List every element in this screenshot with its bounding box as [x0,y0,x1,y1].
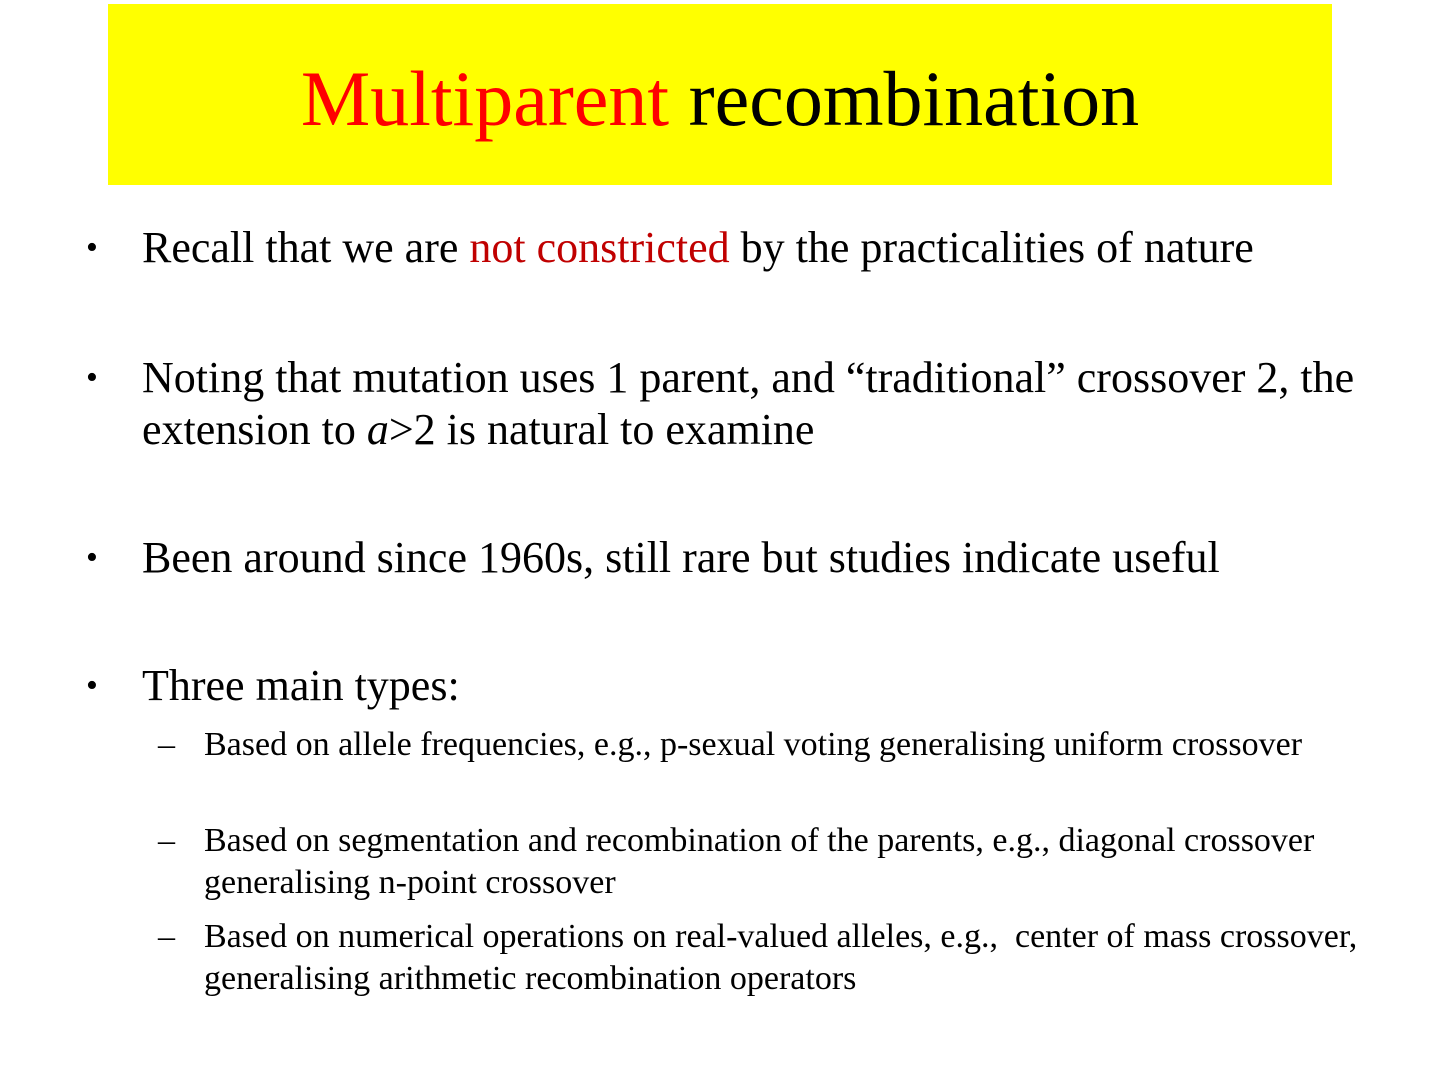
bullet-text-part: Recall that we are [142,223,470,272]
bullet-highlight: not constricted [469,223,730,272]
bullet-text: Three main types: [142,661,460,710]
sub-bullet-marker: – [158,822,175,859]
bullet-marker: • [86,359,98,396]
sub-bullet-marker: – [158,726,175,763]
bullet-text-part: by the practicalities of nature [729,223,1254,272]
title-rest: recombination [669,54,1140,142]
sub-bullet-text: Based on numerical operations on real-valued alleles, e.g., center of mass crossover, generalising arithmetic recombination operators [204,918,1366,997]
bullet-marker: • [86,667,98,704]
sub-bullet-marker: – [158,918,175,955]
bullet-marker: • [86,229,98,266]
bullet-italic-variable: a [366,405,389,454]
sub-bullet-text: Based on segmentation and recombination of the parents, e.g., diagonal crossover generalising n-point crossover [204,822,1315,901]
bullet-text-part: Noting that mutation uses 1 parent, and “traditional” crossover 2, the extension to [142,353,1366,454]
bullet-marker: • [86,539,98,576]
bullet-text: Been around since 1960s, still rare but studies indicate useful [142,533,1220,582]
bullet-text [142,222,1382,274]
sub-bullet-text: Based on allele frequencies, e.g., p-sexual voting generalising uniform crossover [204,726,1303,763]
title-highlight: Multiparent [300,54,670,142]
bullet-text-part: >2 is natural to examine [388,405,815,454]
bullet-text [142,352,1382,456]
